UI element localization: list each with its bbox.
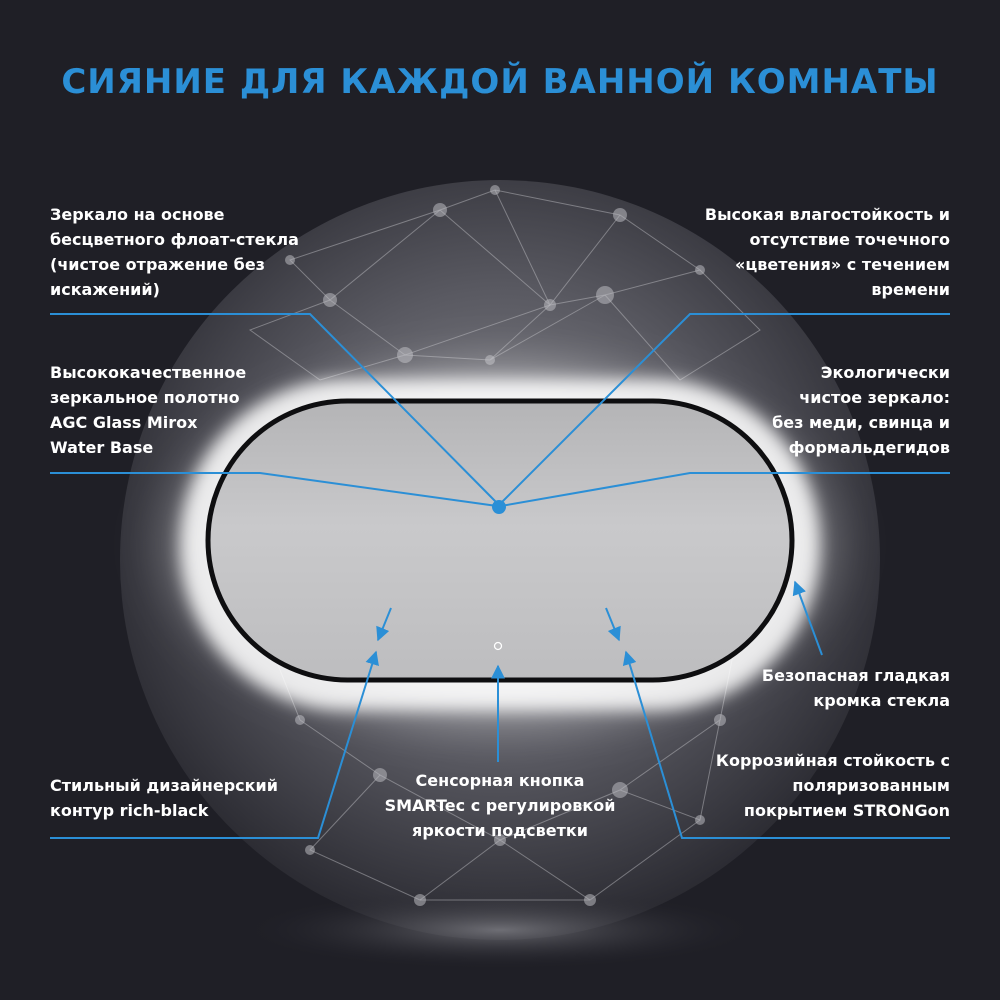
callout-corrosion: Коррозийная стойкость с поляризованным покрытием STRONGon xyxy=(715,751,950,820)
callout-eco: Экологически чистое зеркало: без меди, свинца и формальдегидов xyxy=(772,363,950,457)
callout-float-glass: Зеркало на основе бесцветного флоат-стекла (чистое отражение без искажений) xyxy=(50,205,299,299)
page-title: СИЯНИЕ ДЛЯ КАЖДОЙ ВАННОЙ КОМНАТЫ xyxy=(61,62,939,102)
callout-contour: Стильный дизайнерский контур rich-black xyxy=(50,776,278,820)
floor-shadow xyxy=(240,890,760,970)
callout-moisture: Высокая влагостойкость и отсутствие точечного «цветения» с течением времени xyxy=(704,205,950,299)
center-dot-icon xyxy=(492,500,506,514)
callout-sensor: Сенсорная кнопка SMARTec с регулировкой яркости подсветки xyxy=(384,771,616,840)
callout-edge: Безопасная гладкая кромка стекла xyxy=(761,666,950,710)
mirror xyxy=(208,401,792,680)
callout-agc: Высококачественное зеркальное полотно AGC Glass Mirox Water Base xyxy=(50,363,247,457)
